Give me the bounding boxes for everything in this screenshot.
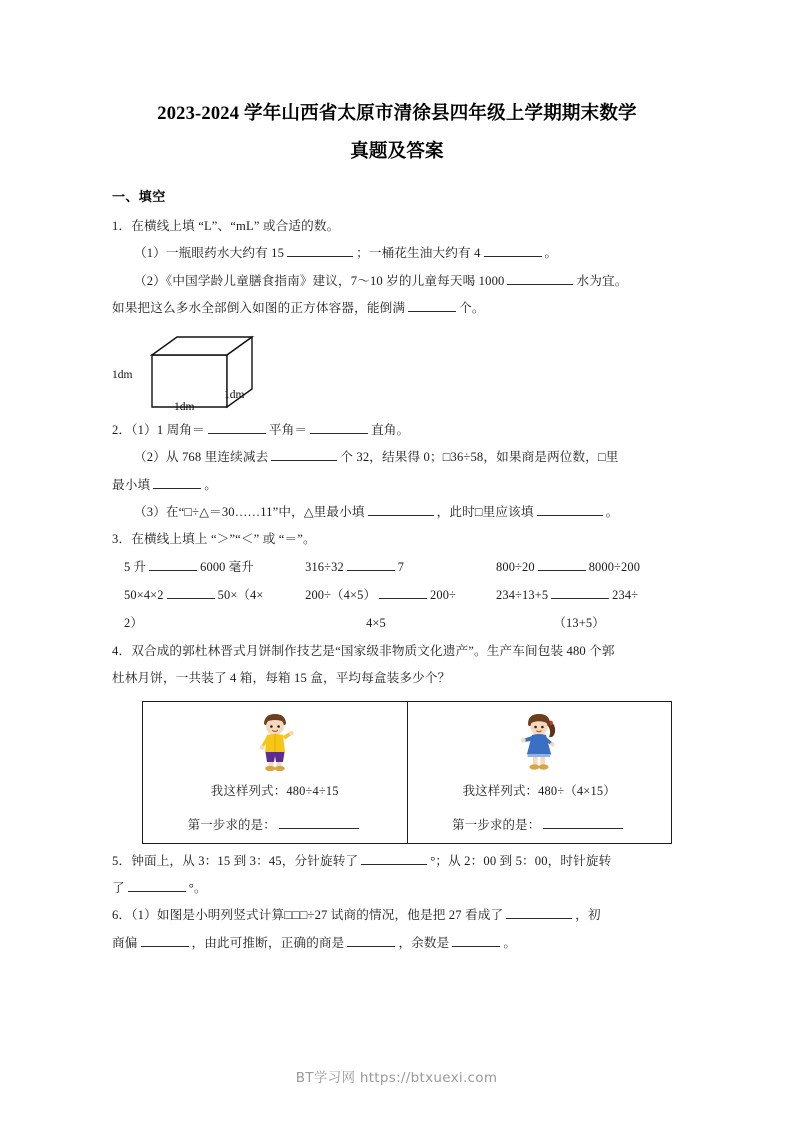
q5-blank-2[interactable] — [128, 879, 186, 892]
q2-blank-4[interactable] — [153, 476, 201, 489]
pane-ask-girl — [414, 815, 666, 833]
q3-row-1 — [124, 554, 682, 582]
q6-text-b: ，初 — [575, 908, 601, 923]
question-3-number: 3． — [112, 532, 132, 547]
q6-blank-2[interactable] — [141, 934, 189, 947]
question-4 — [112, 638, 682, 693]
q3-r2-item-1 — [124, 582, 305, 610]
q3-r2-wrap-1: 2） — [124, 615, 143, 630]
cube-label-bottom: 1dm — [174, 400, 195, 413]
q3-r2-item-3 — [496, 582, 682, 610]
q3-r1-item-1 — [124, 554, 305, 582]
q3-row-2 — [124, 582, 682, 610]
question-4-number: 4． — [112, 643, 132, 658]
q3-row-2-wrap — [124, 610, 682, 638]
question-1-stem-text: 在横线上填 “L”、“mL” 或合适的数。 — [131, 218, 340, 233]
q1-sub2-text-a: （2）《中国学龄儿童膳食指南》建议，7～10 岁的儿童每天喝 1000 — [134, 273, 505, 288]
q3-r2-i2-left: 200÷（4×5） — [305, 587, 377, 602]
footer-watermark: BT学习网 https://btxuexi.com — [295, 1070, 498, 1086]
question-1-sub-2 — [112, 268, 682, 295]
q3-r2-i2-right: 200÷ — [430, 587, 457, 602]
q4-blank-girl[interactable] — [543, 816, 623, 829]
question-3 — [112, 526, 682, 553]
question-1 — [112, 213, 682, 323]
q1-sub3-text-a: 如果把这么多水全部倒入如图的正方体容器，能倒满 — [112, 301, 406, 316]
q5-text-d: °。 — [188, 881, 207, 895]
question-1-sub-3 — [112, 295, 682, 322]
pane-ask-boy-label: 第一步求的是： — [187, 817, 276, 832]
page-title — [112, 96, 682, 172]
q2-blank-6[interactable] — [537, 503, 603, 516]
question-5 — [112, 848, 682, 903]
q4-line1-text: 双合成的郭杜林晋式月饼制作技艺是“国家级非物质文化遗产”。生产车间包装 480 个郭 — [131, 643, 615, 658]
question-6-line-2 — [112, 930, 682, 957]
q6-text-f: 。 — [503, 935, 517, 950]
q3-r1-item-2 — [305, 554, 496, 582]
question-2-sub-2-cont — [112, 472, 682, 499]
q4-blank-boy[interactable] — [279, 816, 359, 829]
page-content — [112, 96, 682, 957]
q6-text-e: ，余数是 — [398, 935, 450, 950]
q1-blank-2[interactable] — [484, 244, 542, 257]
q3-r1-i2-right: 7 — [397, 559, 405, 574]
q3-r1-i2-left: 316÷32 — [305, 559, 344, 574]
question-2 — [112, 417, 682, 527]
pane-cell-boy — [143, 701, 408, 843]
q2-sub2-a: （2）从 768 里连续减去 — [134, 450, 269, 465]
question-3-stem-text: 在横线上填上 “＞”“＜” 或 “＝”。 — [131, 532, 316, 547]
cube-diagram-svg — [132, 329, 292, 415]
question-3-stem — [112, 526, 682, 553]
q3-blank-6[interactable] — [551, 586, 609, 599]
q6-blank-1[interactable] — [506, 906, 572, 919]
q3-r2-i3-right: 234÷ — [612, 587, 639, 602]
q2-blank-5[interactable] — [368, 503, 434, 516]
q6-text-c: 商偏 — [112, 935, 138, 950]
question-1-sub-1 — [112, 240, 682, 267]
table-row — [143, 701, 672, 843]
q3-r1-i1-left: 5 升 — [124, 559, 147, 574]
q6-blank-4[interactable] — [452, 934, 500, 947]
q3-r1-i1-right: 6000 毫升 — [200, 559, 254, 574]
q2-sub2-c: 最小填 — [112, 477, 151, 492]
q5-text-a: 钟面上，从 3：15 到 3：45，分针旋转了 — [131, 853, 359, 868]
q3-r2-item-2 — [305, 582, 496, 610]
question-3-comparison-grid — [112, 554, 682, 638]
q1-sub1-text-a: （1）一瓶眼药水大约有 15 — [134, 246, 285, 261]
q2-sub1-c: 直角。 — [371, 422, 410, 437]
q1-sub2-text-b: 水为宜。 — [576, 273, 628, 288]
question-2-sub-3 — [112, 499, 682, 526]
q4-line2-text: 杜林月饼，一共装了 4 箱，每箱 15 盒，平均每盒装多少个？ — [112, 671, 451, 686]
girl-figure-holder — [414, 710, 666, 772]
question-6-number: 6． — [112, 908, 132, 923]
question-2-sub-1 — [112, 417, 682, 444]
q2-sub2-b: 个 32，结果得 0；□36÷58，如果商是两位数，□里 — [340, 450, 619, 465]
question-2-sub-2 — [112, 444, 682, 471]
q2-sub1-a: （1）1 周角＝ — [131, 422, 205, 437]
title-line-1: 2023-2024 学年山西省太原市清徐县四年级上学期期末数学 — [157, 104, 637, 124]
q3-r1-i3-left: 800÷20 — [496, 559, 535, 574]
question-2-number: 2． — [112, 422, 132, 437]
pane-ask-boy — [149, 815, 401, 833]
question-4-line-2 — [112, 665, 682, 692]
q3-r2-i1-left: 50×4×2 — [124, 587, 164, 602]
q2-blank-2[interactable] — [310, 421, 368, 434]
q6-blank-3[interactable] — [347, 934, 395, 947]
q3-blank-3[interactable] — [538, 558, 586, 571]
cube-label-left: 1dm — [112, 368, 133, 381]
q3-r1-i3-right: 8000÷200 — [588, 559, 641, 574]
question-4-line-1 — [112, 638, 682, 665]
q6-text-d: ，由此可推断，正确的商是 — [191, 935, 345, 950]
question-1-number: 1． — [112, 218, 132, 233]
q3-blank-1[interactable] — [149, 558, 197, 571]
q2-sub2-d: 。 — [204, 477, 217, 492]
q3-r2-i3-left: 234÷13+5 — [496, 587, 549, 602]
q3-r2-i1-right: 50×（4× — [217, 587, 264, 602]
question-4-answer-table — [142, 701, 672, 844]
q6-text-a: （1）如图是小明列竖式计算□□□÷27 试商的情况，他是把 27 看成了 — [131, 908, 504, 923]
q2-sub3-c: 。 — [605, 505, 619, 520]
pane-expression-boy: 我这样列式：480÷4÷15 — [210, 783, 339, 798]
q3-r1-item-3 — [496, 554, 682, 582]
q1-blank-4[interactable] — [408, 299, 456, 312]
question-5-number: 5． — [112, 853, 132, 868]
pane-cell-girl — [407, 701, 672, 843]
question-5-line-2 — [112, 875, 682, 902]
girl-figure-icon — [516, 712, 562, 772]
q5-text-b: °；从 2：00 到 5：00，时针旋转 — [430, 853, 612, 868]
q1-blank-3[interactable] — [507, 272, 573, 285]
question-5-line-1 — [112, 848, 682, 875]
q2-blank-3[interactable] — [271, 448, 337, 461]
question-6 — [112, 902, 682, 957]
q5-blank-1[interactable] — [361, 852, 427, 865]
section-heading-fill-in-blanks: 一、填空 — [112, 188, 166, 204]
pane-ask-girl-label: 第一步求的是： — [452, 817, 541, 832]
boy-figure-icon — [252, 712, 298, 772]
q3-blank-4[interactable] — [167, 586, 215, 599]
q1-sub1-text-c: 。 — [544, 246, 558, 261]
cube-figure — [112, 329, 682, 415]
cube-label-right: 1dm — [224, 388, 245, 401]
q1-sub1-text-b: ；一桶花生油大约有 4 — [356, 246, 481, 261]
q2-sub1-b: 平角＝ — [268, 422, 308, 437]
q5-text-c: 了 — [112, 881, 125, 895]
pane-expression-girl: 我这样列式：480÷（4×15） — [462, 783, 616, 798]
question-1-stem — [112, 213, 682, 240]
q3-blank-5[interactable] — [379, 586, 427, 599]
q3-blank-2[interactable] — [347, 558, 395, 571]
q2-sub3-a: （3）在“□÷△＝30……11”中，△里最小填 — [134, 505, 365, 520]
q3-r2-wrap-2: 4×5 — [366, 615, 386, 630]
title-line-2: 真题及答案 — [350, 141, 444, 162]
q2-sub3-b: ，此时□里应该填 — [436, 505, 534, 520]
question-6-line-1 — [112, 902, 682, 929]
q2-blank-1[interactable] — [208, 421, 266, 434]
q1-blank-1[interactable] — [287, 244, 353, 257]
q1-sub3-text-b: 个。 — [459, 301, 485, 316]
boy-figure-holder — [149, 710, 401, 772]
q3-r2-wrap-3: （13+5） — [553, 615, 605, 630]
